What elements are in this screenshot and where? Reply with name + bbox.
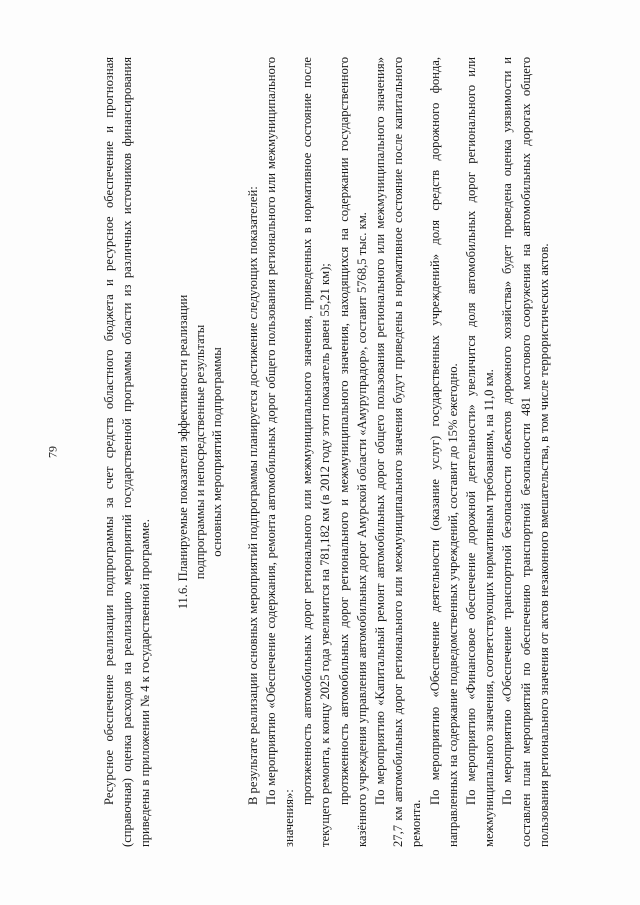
spacer bbox=[155, 57, 163, 847]
paragraph-institutions-activity: По мероприятию «Обеспечение деятельности (оказание услуг) государственных учреждений» доля средств дорожного фонда, направленных на содержание подведомственных учреждений, составит до 15% ежегодно. bbox=[427, 57, 460, 847]
paragraph-transport-security: По мероприятию «Обеспечение транспортной безопасности объектов дорожного хозяйства» будет проведена оценка уязвимости и составлен план мероприятий по обеспечению транспортной безопасности 481 мостового сооружения на автомобильных дорогах общего пользования регионального значения от актов незаконного вмешательства, в том числе террористических актов. bbox=[500, 57, 551, 847]
intro-paragraph: Ресурсное обеспечение реализации подпрограммы за счет средств областного бюджета и ресурсное обеспечение и прогнозная (справочная) оценка расходов на реализацию мероприятий государственной программы области из различных источников финансирования приведены в приложении № 4 к государственной программе. bbox=[102, 57, 153, 847]
paragraph-road-financing: По мероприятию «Финансовое обеспечение дорожной деятельности» увеличится доля автомобильных дорог регионального или межмуниципального значения, соответствующих нормативным требованиям, на 11,0 км. bbox=[464, 57, 497, 847]
paragraph-capital-repair: По мероприятию «Капитальный ремонт автомобильных дорог общего пользования регионального или межмуниципального значения» 27,7 км автомобильных дорог регионального или межмуниципального значения будут приведены в нормативное состояние после капитального ремонта. bbox=[373, 57, 424, 847]
page-number: 79 bbox=[45, 446, 60, 458]
section-heading-line-1: 11.6. Планируемые показатели эффективности реализации bbox=[175, 294, 190, 610]
section-heading-line-2: подпрограммы и непосредственные результаты bbox=[192, 324, 207, 580]
paragraph-current-repair-length: протяженность автомобильных дорог регионального или межмуниципального значения, приведенных в нормативное состояние после текущего ремонта, к концу 2025 года увеличится на 781,182 км (в 2012 году этот показатель равен 55,21 км); bbox=[300, 57, 333, 847]
paragraph-maintained-roads-length: протяженность автомобильных дорог регионального и межмуниципального значения, находящихся на содержании государственного казённого учреждения управления автомобильных дорог Амурской области «Амурупрадор», составит 5768,5 тыс. км. bbox=[336, 57, 369, 847]
paragraph-results-intro: В результате реализации основных мероприятий подпрограммы планируется достижение следующих показателей: bbox=[245, 186, 260, 805]
section-heading bbox=[175, 57, 226, 847]
spacer bbox=[236, 57, 244, 847]
document-body bbox=[100, 57, 570, 847]
paragraph-maintenance-measure: По мероприятию «Обеспечение содержания, ремонта автомобильных дорог общего пользования регионального или межмуниципального значения»: bbox=[263, 57, 297, 847]
section-heading-line-3: основных мероприятий подпрограммы bbox=[209, 347, 224, 557]
